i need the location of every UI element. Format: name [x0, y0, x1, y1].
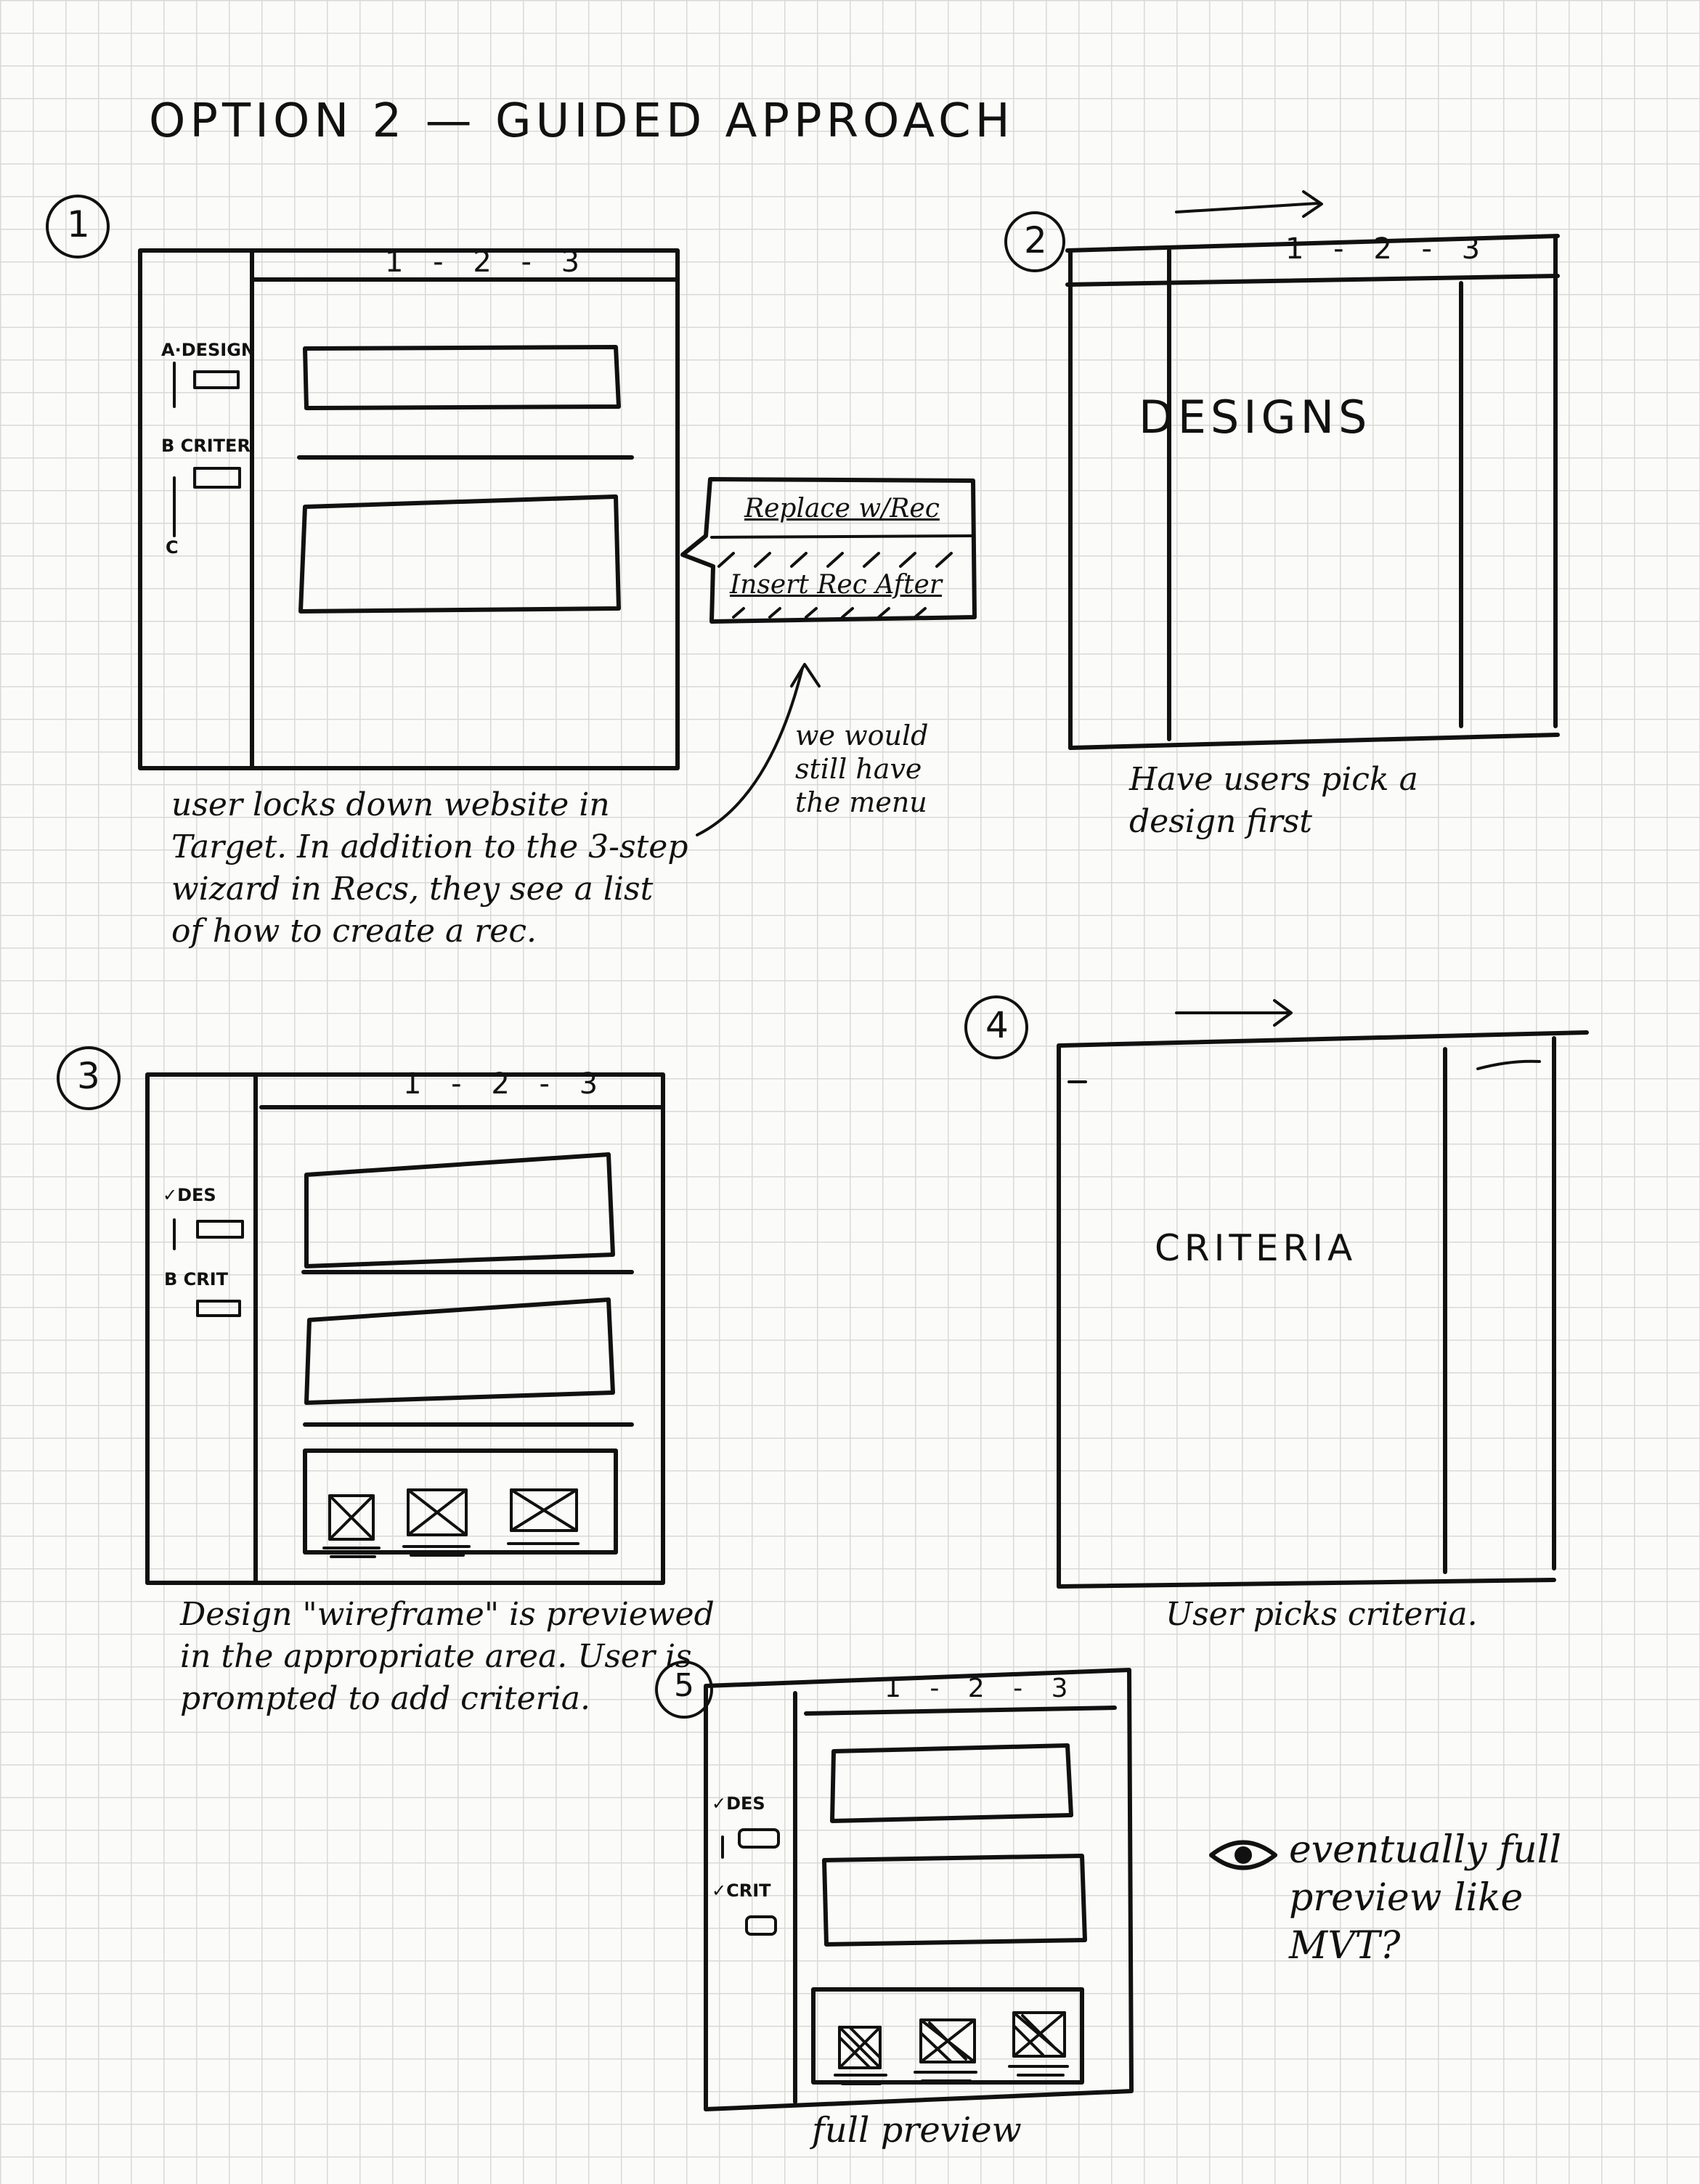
frame-2-panel-title: DESIGNS — [1139, 391, 1372, 444]
frame-1-sidebar-c: C — [166, 537, 179, 558]
frame-3-wireframe — [58, 1048, 663, 1583]
frame-2-caption: Have users pick a design first — [1129, 761, 1418, 840]
eye-icon — [1211, 1843, 1275, 1868]
frame-5-sidebar-criteria: ✓CRIT — [712, 1881, 771, 1901]
frame-4-panel-title: CRITERIA — [1155, 1227, 1357, 1269]
frame-5-sidebar-design: ✓DES — [712, 1793, 765, 1814]
frame-3-number: 3 — [77, 1055, 100, 1097]
frame-2-wireframe — [1006, 192, 1558, 748]
page-title: OPTION 2 — GUIDED APPROACH — [149, 94, 1014, 148]
frame-1-sidebar-criteria: B CRITER — [161, 436, 251, 456]
frame-3-caption: Design "wireframe" is previewed in the appropriate area. User is prompted to add criteria. — [180, 1596, 715, 1717]
frame-2-step-indicator: 1 - 2 - 3 — [1285, 232, 1491, 266]
frame-4-caption: User picks criteria. — [1166, 1596, 1478, 1633]
frame-2-number: 2 — [1024, 219, 1047, 261]
frame-3-sidebar-design: ✓DES — [163, 1185, 216, 1205]
frame-1-sidebar-design: A·DESIGN — [161, 340, 256, 360]
frame-1-step-indicator: 1 - 2 - 3 — [385, 245, 590, 279]
menu-item-insert: Insert Rec After — [730, 570, 942, 600]
frame-1-caption: user locks down website in Target. In addition to the 3-step wizard in Recs, they see a list of how to create a rec. — [171, 786, 688, 950]
frame-1-wireframe — [47, 196, 678, 768]
menu-item-replace: Replace w/Rec — [744, 494, 940, 523]
frame-3-sidebar-criteria: B CRIT — [164, 1269, 229, 1289]
side-note: eventually full preview like MVT? — [1289, 1828, 1561, 1968]
frame-3-step-indicator: 1 - 2 - 3 — [403, 1067, 609, 1101]
frame-5-step-indicator: 1 - 2 - 3 — [884, 1674, 1078, 1703]
frame-5-caption: full preview — [812, 2110, 1022, 2151]
frame-4-number: 4 — [985, 1004, 1009, 1046]
frame-4-wireframe — [966, 997, 1587, 1586]
menu-note: we would still have the menu — [795, 720, 929, 818]
frame-1-number: 1 — [67, 203, 90, 245]
frame-5-number: 5 — [674, 1667, 694, 1704]
